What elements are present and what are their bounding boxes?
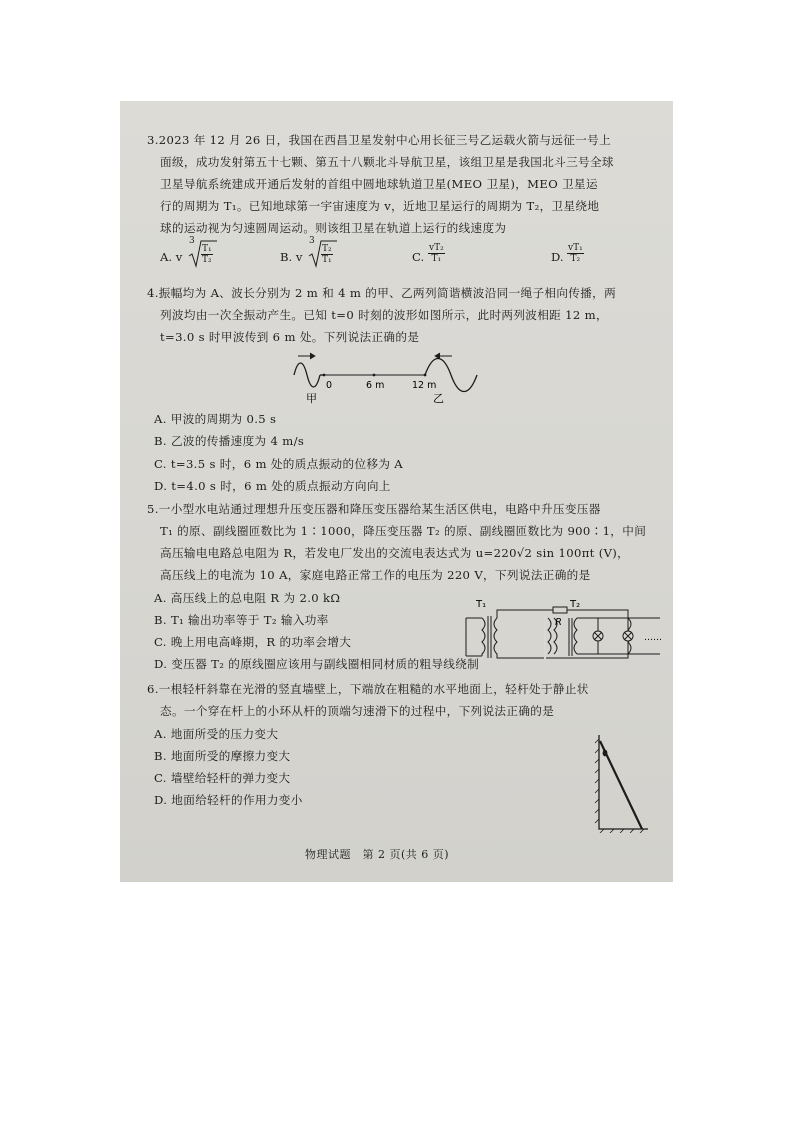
coil-icon (494, 618, 497, 656)
q4-option-b: B. 乙波的传播速度为 4 m/s (154, 434, 305, 448)
label-r: R (555, 617, 562, 628)
q5-option-c: C. 晚上用电高峰期，R 的功率会增大 (154, 635, 352, 649)
q6-option-d: D. 地面给轻杆的作用力变小 (154, 793, 303, 807)
wave-jia-icon (294, 363, 320, 387)
q6-option-b: B. 地面所受的摩擦力变大 (154, 749, 291, 763)
q4-option-a: A. 甲波的周期为 0.5 s (154, 412, 277, 426)
q3-line-1: 3.2023 年 12 月 26 日，我国在西昌卫星发射中心用长征三号乙运载火箭与远征一号上 (147, 133, 612, 147)
rod-wall-diagram (590, 733, 650, 833)
q3-line-3: 卫星导航系统建成开通后发射的首组中圆地球轨道卫星(MEO 卫星)，MEO 卫星运 (160, 177, 598, 191)
q3-option-d-label: D. (551, 250, 564, 264)
q3-option-d-fraction: $\frac{\text{vT₁}}{\text{T₂}}$ (568, 243, 583, 264)
q5-line-3: 高压输电电路总电阻为 R，若发电厂发出的交流电表达式为 u=220√2 sin 100πt (V)， (160, 546, 630, 560)
label-t2: T₂ (570, 599, 581, 610)
arrow-right-icon (310, 353, 315, 359)
q3-option-b-root-index: 3 (309, 236, 315, 246)
coil-icon (482, 618, 485, 656)
page-footer: 物理试题 第 2 页(共 6 页) (305, 848, 450, 861)
q5-option-a: A. 高压线上的总电阻 R 为 2.0 kΩ (154, 591, 341, 605)
resistor-icon (553, 607, 567, 613)
q4-line-3: t=3.0 s 时甲波传到 6 m 处。下列说法正确的是 (160, 330, 420, 344)
q5-option-d: D. 变压器 T₂ 的原线圈应该用与副线圈相同材质的粗导线绕制 (154, 657, 480, 671)
q5-line-1: 5.一小型水电站通过理想升压变压器和降压变压器给某生活区供电，电路中升压变压器 (147, 502, 601, 516)
q5-option-b: B. T₁ 输出功率等于 T₂ 输入功率 (154, 613, 329, 627)
mark-twelve: 12 m (412, 380, 437, 391)
q3-line-5: 球的运动视为匀速圆周运动。则该组卫星在轨道上运行的线速度为 (160, 221, 507, 235)
mark-zero: 0 (326, 380, 333, 391)
q3-option-a-label: A. v (160, 250, 183, 264)
q3-option-b-fraction: $\frac{\text{T₂}}{\text{T₁}}$ (322, 244, 332, 265)
q3-line-4: 行的周期为 T₁。已知地球第一宇宙速度为 v，近地卫星运行的周期为 T₂，卫星绕地 (160, 199, 600, 213)
q5-line-4: 高压线上的电流为 10 A，家庭电路正常工作的电压为 220 V，下列说法正确的是 (160, 568, 591, 582)
label-jia: 甲 (306, 392, 317, 405)
exam-page (120, 101, 673, 882)
q4-option-c: C. t=3.5 s 时，6 m 处的质点振动的位移为 A (154, 457, 404, 471)
label-yi: 乙 (433, 392, 444, 405)
coil-icon (574, 618, 577, 654)
ring-icon (603, 750, 608, 757)
q4-line-1: 4.振幅均为 A、波长分别为 2 m 和 4 m 的甲、乙两列简谐横波沿同一绳子相向传播，两 (147, 286, 617, 300)
q5-line-2: T₁ 的原、副线圈匝数比为 1∶1000，降压变压器 T₂ 的原、副线圈匝数比为 900∶1，中间 (160, 524, 647, 538)
q6-option-a: A. 地面所受的压力变大 (154, 727, 279, 741)
q6-option-c: C. 墙壁给轻杆的弹力变大 (154, 771, 291, 785)
wave-diagram (290, 345, 500, 407)
transformer-circuit-diagram (458, 596, 663, 666)
q6-line-1: 6.一根轻杆斜靠在光滑的竖直墙壁上，下端放在粗糙的水平地面上，轻杆处于静止状 (147, 682, 589, 696)
label-t1: T₁ (476, 599, 487, 610)
q3-option-b-label: B. v (280, 250, 303, 264)
q6-line-2: 态。一个穿在杆上的小环从杆的顶端匀速滑下的过程中，下列说法正确的是 (160, 704, 555, 718)
q3-option-c-label: C. (412, 250, 425, 264)
q3-option-a-root-index: 3 (189, 236, 195, 246)
q3-option-a-fraction: $\frac{\text{T₁}}{\text{T₂}}$ (202, 244, 212, 265)
q3-line-2: 面级，成功发射第五十七颗、第五十八颗北斗导航卫星，该组卫星是我国北斗三号全球 (160, 155, 614, 169)
q4-option-d: D. t=4.0 s 时，6 m 处的质点振动方向向上 (154, 479, 391, 493)
label-dots: …… (644, 633, 662, 643)
q3-option-c-fraction: $\frac{\text{vT₂}}{\text{T₁}}$ (429, 243, 444, 264)
mark-six: 6 m (366, 380, 385, 391)
q4-line-2: 列波均由一次全振动产生。已知 t=0 时刻的波形如图所示，此时两列波相距 12 m， (160, 308, 608, 322)
